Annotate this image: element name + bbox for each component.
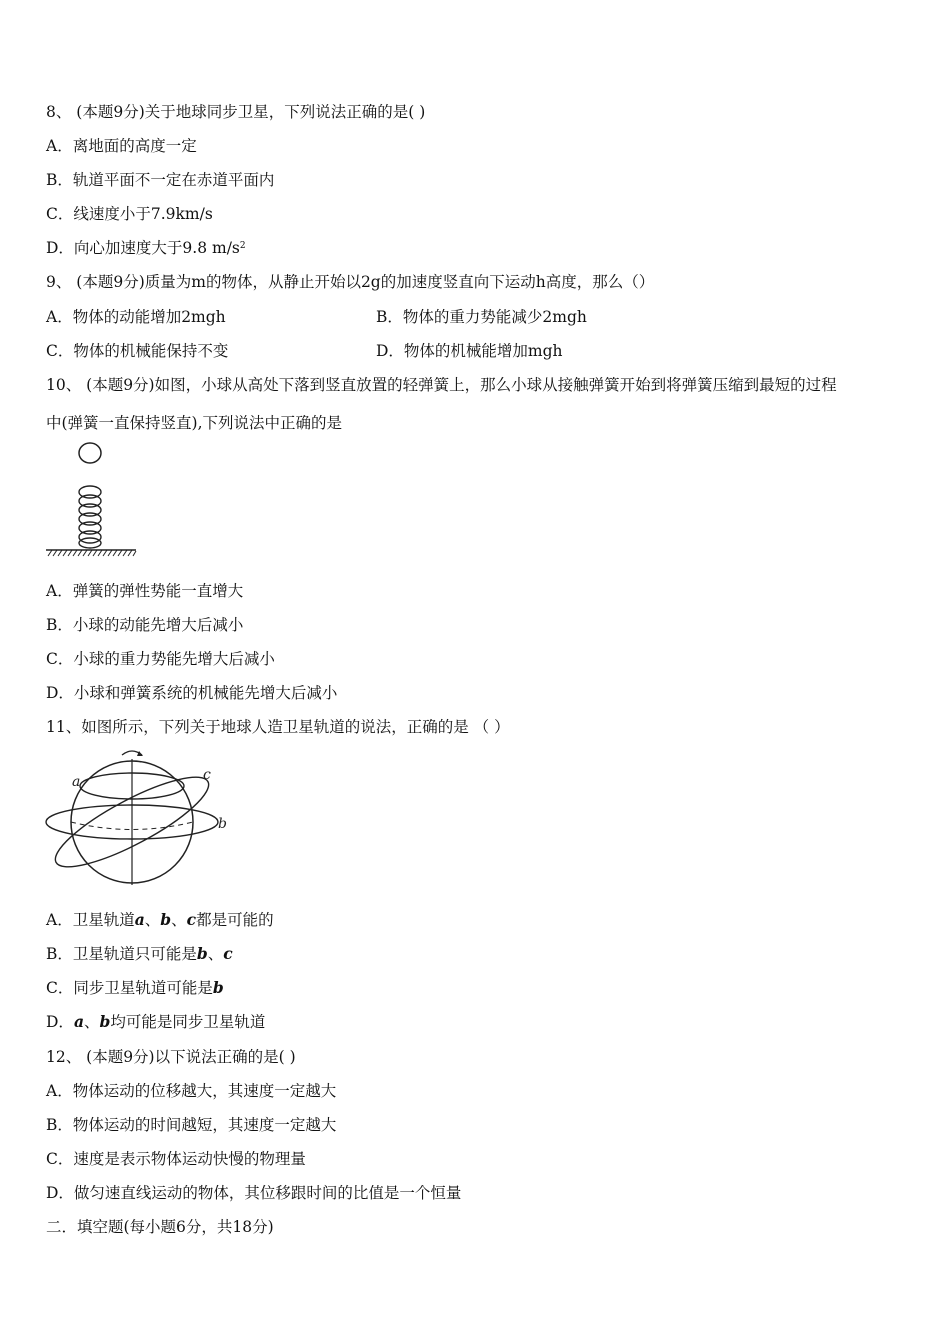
spring-ball-figure — [40, 438, 150, 563]
q11-option-b-var1: b — [196, 944, 208, 963]
q11-option-a-sep1: 、 — [144, 911, 161, 929]
q8-option-a: A．离地面的高度一定 — [46, 137, 197, 155]
q12-stem: 12、 (本题9分)以下说法正确的是( ) — [46, 1048, 296, 1066]
q11-option-d-prefix: D． — [46, 1013, 74, 1031]
q11-option-c — [46, 978, 224, 998]
orbit-label-c: c — [203, 767, 211, 783]
section2-title: 二．填空题(每小题6分，共18分) — [46, 1218, 274, 1236]
q10-option-b: B．小球的动能先增大后减小 — [46, 616, 244, 634]
q11-option-b-prefix: B．卫星轨道只可能是 — [46, 945, 197, 963]
q9-option-d: D．物体的机械能增加mgh — [376, 342, 563, 360]
q12-option-d: D．做匀速直线运动的物体，其位移跟时间的比值是一个恒量 — [46, 1184, 462, 1202]
q9-stem: 9、 (本题9分)质量为m的物体，从静止开始以2g的加速度竖直向下运动h高度，那么（） — [46, 273, 655, 291]
q11-option-c-prefix: C．同步卫星轨道可能是 — [46, 979, 213, 997]
falling-ball — [79, 443, 101, 463]
orbit-label-a: a — [72, 774, 81, 790]
q10-option-a: A．弹簧的弹性势能一直增大 — [46, 582, 244, 600]
q12-option-c: C．速度是表示物体运动快慢的物理量 — [46, 1150, 306, 1168]
q8-option-d — [46, 238, 246, 258]
q11-option-b-sep: 、 — [207, 945, 224, 963]
q8-option-d-text: D．向心加速度大于9.8 m/s — [46, 239, 240, 257]
q9-option-c: C．物体的机械能保持不变 — [46, 342, 229, 360]
spring-coil — [79, 486, 101, 548]
q11-option-d-var2: b — [99, 1012, 111, 1031]
q8-option-d-exponent: 2 — [239, 241, 246, 251]
q8-option-b: B．轨道平面不一定在赤道平面内 — [46, 171, 275, 189]
q11-option-d-var1: a — [73, 1012, 84, 1031]
q12-option-a: A．物体运动的位移越大，其速度一定越大 — [46, 1082, 337, 1100]
q11-option-c-var1: b — [212, 978, 224, 997]
q9-option-b: B．物体的重力势能减少2mgh — [376, 308, 587, 326]
q10-stem-line2: 中(弹簧一直保持竖直),下列说法中正确的是 — [46, 414, 343, 432]
q11-option-a-suffix: 都是可能的 — [196, 911, 274, 929]
q12-option-b: B．物体运动的时间越短，其速度一定越大 — [46, 1116, 337, 1134]
q11-option-a-var3: c — [186, 910, 197, 929]
q11-option-a-sep2: 、 — [171, 911, 187, 929]
q11-option-a-var2: b — [160, 910, 172, 929]
q10-option-c: C．小球的重力势能先增大后减小 — [46, 650, 275, 668]
satellite-orbit-figure — [40, 745, 240, 890]
q8-option-c: C．线速度小于7.9km/s — [46, 205, 213, 223]
q11-option-a-prefix: A．卫星轨道 — [46, 911, 135, 929]
q8-stem: 8、 (本题9分)关于地球同步卫星，下列说法正确的是( ) — [46, 103, 426, 121]
q11-stem: 11、如图所示，下列关于地球人造卫星轨道的说法，正确的是 （ ） — [46, 718, 510, 736]
q11-option-a-var1: a — [134, 910, 145, 929]
q9-option-a: A．物体的动能增加2mgh — [46, 308, 226, 326]
q11-option-d — [46, 1012, 265, 1032]
q11-option-b — [46, 944, 233, 964]
q11-option-b-var2: c — [223, 944, 233, 963]
q11-option-d-sep: 、 — [83, 1013, 100, 1031]
q10-stem-line1: 10、 (本题9分)如图，小球从高处下落到竖直放置的轻弹簧上，那么小球从接触弹簧开始到将弹簧压缩到最短的过程 — [46, 376, 837, 394]
q11-option-d-suffix: 均可能是同步卫星轨道 — [110, 1013, 266, 1031]
q10-option-d: D．小球和弹簧系统的机械能先增大后减小 — [46, 684, 338, 702]
q11-option-a — [46, 910, 274, 930]
ground-hatching — [48, 550, 136, 556]
orbit-label-b: b — [218, 816, 227, 832]
